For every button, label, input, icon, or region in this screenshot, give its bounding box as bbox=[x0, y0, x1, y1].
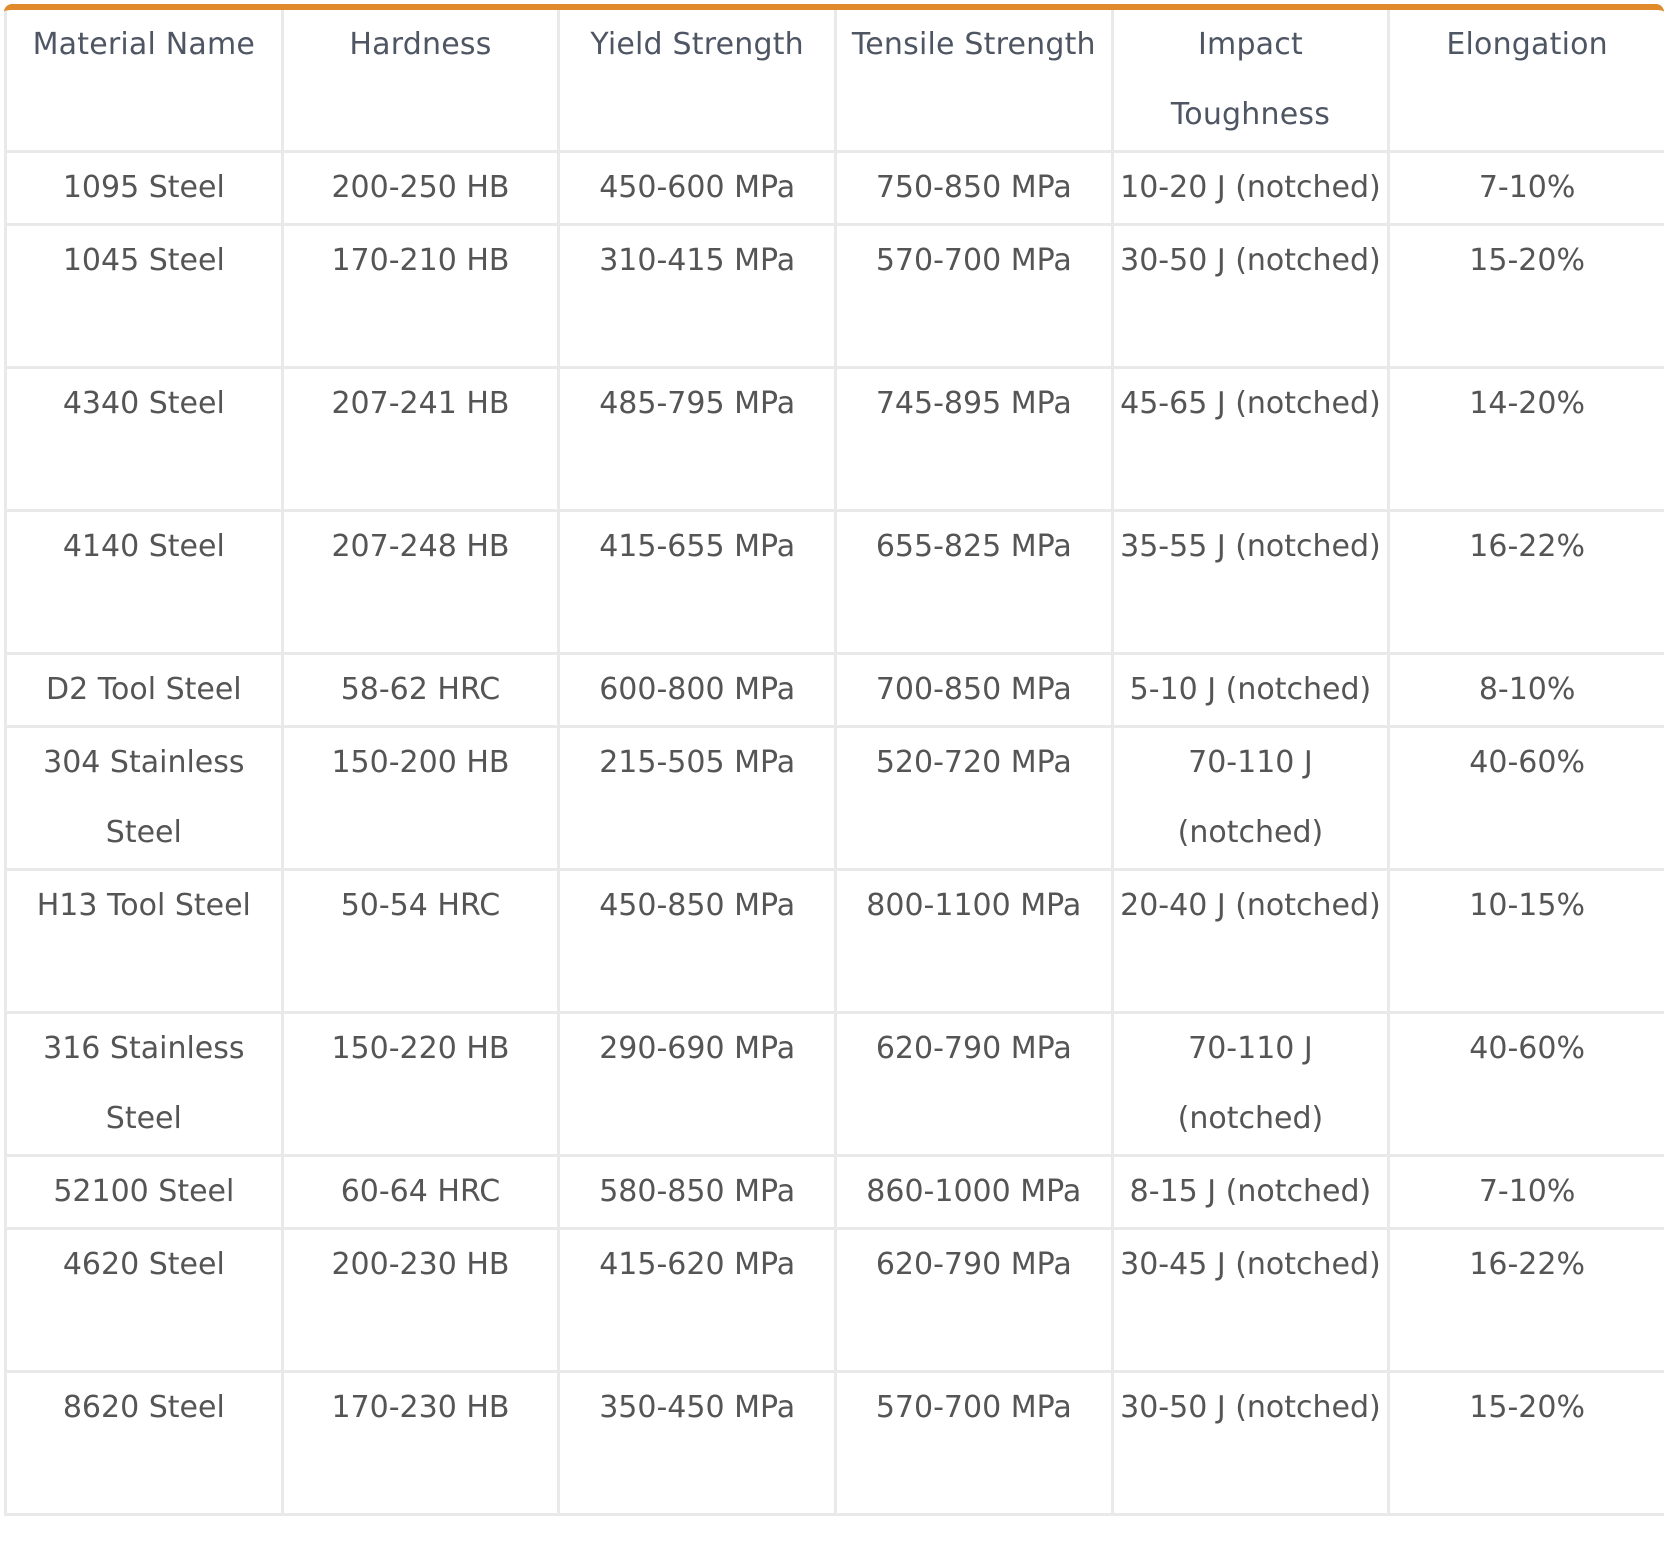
material-properties-table bbox=[4, 10, 1664, 1516]
cell-impact-toughness: 8-15 J (notched) bbox=[1112, 1156, 1389, 1229]
cell-yield-strength: 290-690 MPa bbox=[559, 1013, 836, 1156]
cell-elongation: 16-22% bbox=[1389, 511, 1664, 654]
header-tensile-strength: Tensile Strength bbox=[835, 10, 1112, 152]
header-elongation: Elongation bbox=[1389, 10, 1664, 152]
table-row bbox=[6, 1229, 1665, 1372]
table-header-row bbox=[6, 10, 1665, 152]
cell-elongation: 7-10% bbox=[1389, 1156, 1664, 1229]
table-row bbox=[6, 1372, 1665, 1515]
cell-elongation: 8-10% bbox=[1389, 654, 1664, 727]
cell-impact-toughness: 30-45 J (notched) bbox=[1112, 1229, 1389, 1372]
cell-hardness: 60-64 HRC bbox=[282, 1156, 559, 1229]
cell-elongation: 7-10% bbox=[1389, 152, 1664, 225]
cell-yield-strength: 450-600 MPa bbox=[559, 152, 836, 225]
cell-hardness: 50-54 HRC bbox=[282, 870, 559, 1013]
cell-elongation: 15-20% bbox=[1389, 225, 1664, 368]
cell-material-name: 52100 Steel bbox=[6, 1156, 283, 1229]
table-row bbox=[6, 511, 1665, 654]
cell-hardness: 200-250 HB bbox=[282, 152, 559, 225]
cell-hardness: 150-220 HB bbox=[282, 1013, 559, 1156]
cell-yield-strength: 415-620 MPa bbox=[559, 1229, 836, 1372]
cell-material-name: 316 Stainless Steel bbox=[6, 1013, 283, 1156]
cell-material-name: 4140 Steel bbox=[6, 511, 283, 654]
cell-yield-strength: 580-850 MPa bbox=[559, 1156, 836, 1229]
cell-hardness: 200-230 HB bbox=[282, 1229, 559, 1372]
cell-tensile-strength: 745-895 MPa bbox=[835, 368, 1112, 511]
table-row bbox=[6, 225, 1665, 368]
cell-tensile-strength: 520-720 MPa bbox=[835, 727, 1112, 870]
cell-material-name: H13 Tool Steel bbox=[6, 870, 283, 1013]
header-impact-toughness: Impact Toughness bbox=[1112, 10, 1389, 152]
cell-tensile-strength: 655-825 MPa bbox=[835, 511, 1112, 654]
material-properties-table-container bbox=[4, 4, 1664, 1550]
cell-material-name: 4620 Steel bbox=[6, 1229, 283, 1372]
cell-hardness: 170-210 HB bbox=[282, 225, 559, 368]
table-row bbox=[6, 654, 1665, 727]
cell-impact-toughness: 35-55 J (notched) bbox=[1112, 511, 1389, 654]
cell-hardness: 207-241 HB bbox=[282, 368, 559, 511]
header-hardness: Hardness bbox=[282, 10, 559, 152]
cell-hardness: 58-62 HRC bbox=[282, 654, 559, 727]
cell-material-name: D2 Tool Steel bbox=[6, 654, 283, 727]
cell-impact-toughness: 5-10 J (notched) bbox=[1112, 654, 1389, 727]
cell-tensile-strength: 750-850 MPa bbox=[835, 152, 1112, 225]
cell-hardness: 170-230 HB bbox=[282, 1372, 559, 1515]
cell-yield-strength: 485-795 MPa bbox=[559, 368, 836, 511]
cell-impact-toughness: 10-20 J (notched) bbox=[1112, 152, 1389, 225]
table-row bbox=[6, 152, 1665, 225]
cell-impact-toughness: 70-110 J (notched) bbox=[1112, 727, 1389, 870]
cell-yield-strength: 415-655 MPa bbox=[559, 511, 836, 654]
cell-yield-strength: 215-505 MPa bbox=[559, 727, 836, 870]
table-row bbox=[6, 1156, 1665, 1229]
cell-tensile-strength: 620-790 MPa bbox=[835, 1013, 1112, 1156]
cell-elongation: 40-60% bbox=[1389, 1013, 1664, 1156]
cell-impact-toughness: 20-40 J (notched) bbox=[1112, 870, 1389, 1013]
cell-hardness: 207-248 HB bbox=[282, 511, 559, 654]
cell-yield-strength: 600-800 MPa bbox=[559, 654, 836, 727]
table-row bbox=[6, 870, 1665, 1013]
cell-tensile-strength: 620-790 MPa bbox=[835, 1229, 1112, 1372]
cell-material-name: 8620 Steel bbox=[6, 1372, 283, 1515]
cell-hardness: 150-200 HB bbox=[282, 727, 559, 870]
cell-tensile-strength: 570-700 MPa bbox=[835, 225, 1112, 368]
cell-material-name: 1045 Steel bbox=[6, 225, 283, 368]
cell-impact-toughness: 70-110 J (notched) bbox=[1112, 1013, 1389, 1156]
cell-material-name: 304 Stainless Steel bbox=[6, 727, 283, 870]
table-row bbox=[6, 368, 1665, 511]
table-row bbox=[6, 1013, 1665, 1156]
cell-tensile-strength: 800-1100 MPa bbox=[835, 870, 1112, 1013]
cell-tensile-strength: 700-850 MPa bbox=[835, 654, 1112, 727]
cell-yield-strength: 350-450 MPa bbox=[559, 1372, 836, 1515]
cell-impact-toughness: 30-50 J (notched) bbox=[1112, 1372, 1389, 1515]
cell-elongation: 16-22% bbox=[1389, 1229, 1664, 1372]
cell-elongation: 10-15% bbox=[1389, 870, 1664, 1013]
cell-yield-strength: 310-415 MPa bbox=[559, 225, 836, 368]
cell-tensile-strength: 860-1000 MPa bbox=[835, 1156, 1112, 1229]
cell-elongation: 14-20% bbox=[1389, 368, 1664, 511]
cell-material-name: 4340 Steel bbox=[6, 368, 283, 511]
cell-elongation: 15-20% bbox=[1389, 1372, 1664, 1515]
cell-elongation: 40-60% bbox=[1389, 727, 1664, 870]
cell-tensile-strength: 570-700 MPa bbox=[835, 1372, 1112, 1515]
header-yield-strength: Yield Strength bbox=[559, 10, 836, 152]
header-material-name: Material Name bbox=[6, 10, 283, 152]
table-row bbox=[6, 727, 1665, 870]
cell-impact-toughness: 45-65 J (notched) bbox=[1112, 368, 1389, 511]
cell-material-name: 1095 Steel bbox=[6, 152, 283, 225]
cell-impact-toughness: 30-50 J (notched) bbox=[1112, 225, 1389, 368]
cell-yield-strength: 450-850 MPa bbox=[559, 870, 836, 1013]
